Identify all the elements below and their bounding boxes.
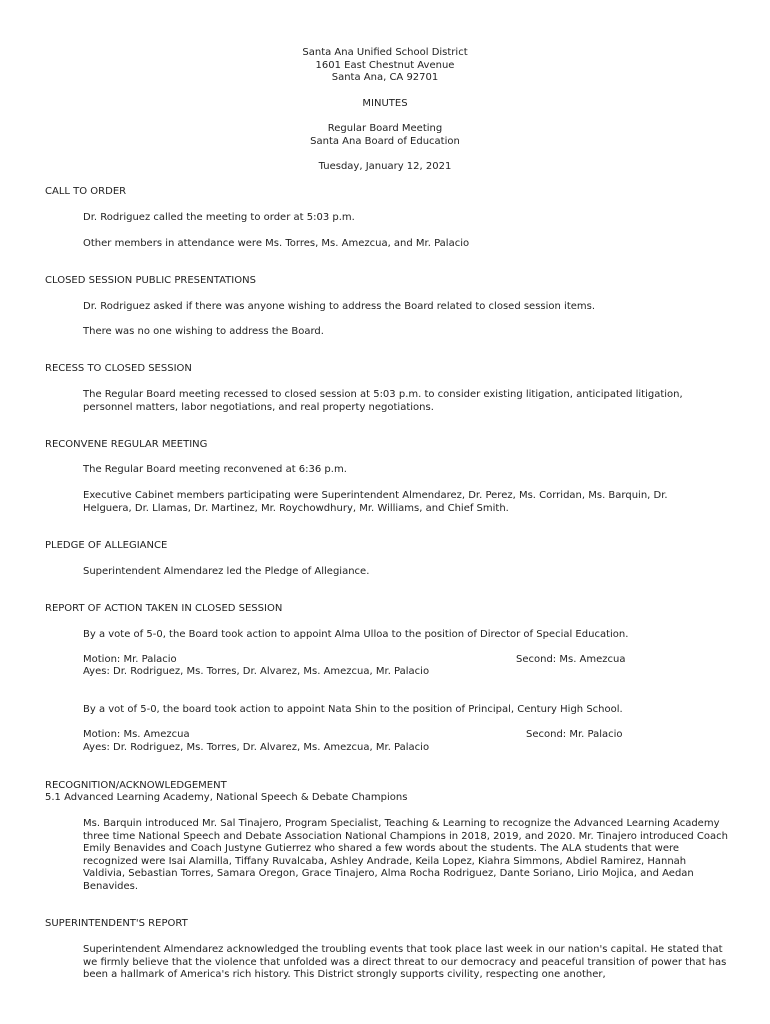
board-name: Santa Ana Board of Education (310, 135, 460, 147)
paragraph: Superintendent Almendarez acknowledged the troubling events that took place last week in our nation's capital. He stated that we firmly believe that the violence that unfolded was a direct threat to our democracy and peaceful transition of power that has been a hallmark of America's rich history. This District strongly supports civility, respecting one another, (83, 944, 727, 980)
meeting-info (0, 123, 770, 148)
section-heading-superintendent-report: SUPERINTENDENT'S REPORT (45, 918, 188, 929)
paragraph: The Regular Board meeting recessed to closed session at 5:03 p.m. to consider existing litigation, anticipated litigation, personnel matters, labor negotiations, and real property negotiations. (83, 389, 683, 413)
paragraph: Dr. Rodriguez called the meeting to order at 5:03 p.m. (83, 212, 355, 223)
ayes-line: Ayes: Dr. Rodriguez, Ms. Torres, Dr. Alvarez, Ms. Amezcua, Mr. Palacio (83, 666, 430, 677)
meeting-type: Regular Board Meeting (327, 123, 443, 134)
district-city: Santa Ana, CA 92701 (331, 72, 439, 83)
second-line: Second: Ms. Amezcua (516, 654, 626, 665)
motion-line: Motion: Mr. Palacio (83, 654, 177, 665)
meeting-date: Tuesday, January 12, 2021 (318, 161, 452, 172)
paragraph: By a vote of 5-0, the Board took action to appoint Alma Ulloa to the position of Director of Special Education. (83, 629, 629, 640)
section-heading-call-to-order: CALL TO ORDER (45, 186, 127, 197)
second-line: Second: Mr. Palacio (526, 729, 623, 740)
section-heading-recess: RECESS TO CLOSED SESSION (45, 363, 192, 374)
subsection-heading: 5.1 Advanced Learning Academy, National Speech & Debate Champions (45, 792, 408, 803)
ayes-line: Ayes: Dr. Rodriguez, Ms. Torres, Dr. Alvarez, Ms. Amezcua, Mr. Palacio (83, 742, 430, 753)
district-name: Santa Ana Unified School District (302, 47, 468, 58)
section-heading-closed-session-report: REPORT OF ACTION TAKEN IN CLOSED SESSION (45, 603, 283, 614)
section-heading-reconvene: RECONVENE REGULAR MEETING (45, 439, 208, 450)
paragraph: Other members in attendance were Ms. Torres, Ms. Amezcua, and Mr. Palacio (83, 238, 470, 249)
paragraph: By a vot of 5-0, the board took action to appoint Nata Shin to the position of Principal, Century High School. (83, 704, 623, 715)
paragraph: The Regular Board meeting reconvened at 6:36 p.m. (83, 464, 347, 475)
paragraph: Executive Cabinet members participating were Superintendent Almendarez, Dr. Perez, Ms. Corridan, Ms. Barquin, Dr. Helguera, Dr. Llamas, Dr. Martinez, Mr. Roychowdhury, Mr. Williams, and Chief Smith. (83, 490, 668, 514)
paragraph: Superintendent Almendarez led the Pledge of Allegiance. (83, 566, 370, 577)
section-heading-closed-session-presentations: CLOSED SESSION PUBLIC PRESENTATIONS (45, 275, 256, 286)
document-header (0, 47, 770, 85)
motion-line: Motion: Ms. Amezcua (83, 729, 190, 740)
document-type: MINUTES (362, 98, 408, 109)
section-heading-recognition: RECOGNITION/ACKNOWLEDGEMENT (45, 780, 227, 791)
paragraph: Dr. Rodriguez asked if there was anyone wishing to address the Board related to closed session items. (83, 301, 596, 312)
district-address: 1601 East Chestnut Avenue (315, 59, 455, 71)
section-heading-pledge: PLEDGE OF ALLEGIANCE (45, 540, 168, 551)
paragraph: There was no one wishing to address the Board. (83, 326, 324, 337)
paragraph: Ms. Barquin introduced Mr. Sal Tinajero, Program Specialist, Teaching & Learning to recognize the Advanced Learning Academy three time National Speech and Debate Association National Champions in 2018, 2019, and 2020. Mr. Tinajero introduced Coach Emily Benavides and Coach Justyne Gutierrez who shared a few words about the students. The ALA students that were recognized were Isai Alamilla, Tiffany Ruvalcaba, Ashley Andrade, Keila Lopez, Kiahra Simmons, Abdiel Ramirez, Hannah Valdivia, Sebastian Torres, Samara Oregon, Grace Tinajero, Alma Rocha Rodriguez, Dante Soriano, Lirio Mojica, and Aedan Benavides. (83, 818, 728, 892)
